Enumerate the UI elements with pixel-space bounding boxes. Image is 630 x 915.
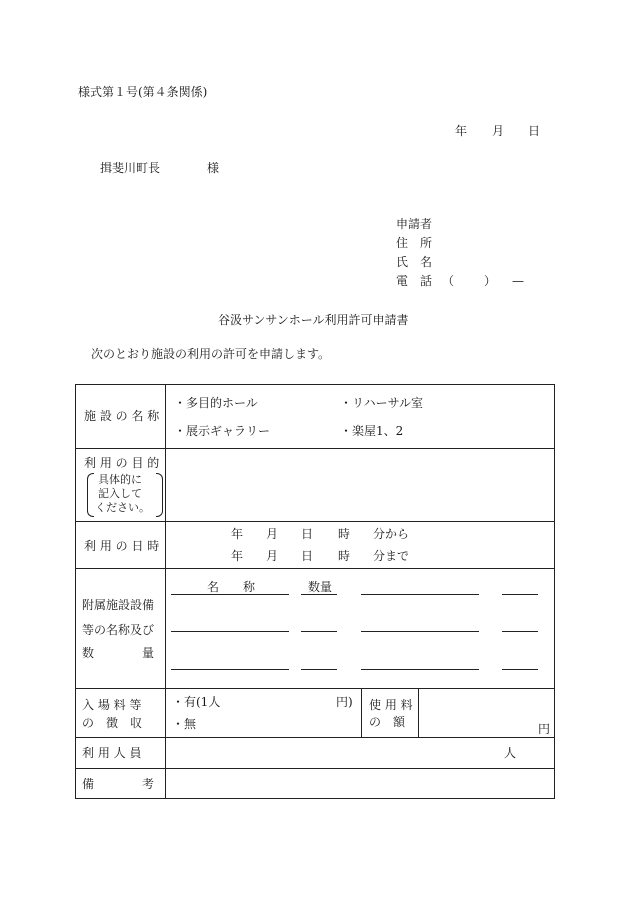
- applicant-label: 申請者: [396, 217, 433, 231]
- note-bracket-right: [156, 473, 163, 517]
- equipment-name-blank[interactable]: [171, 594, 289, 595]
- application-table: [75, 384, 555, 799]
- fee-cell-divider: [361, 688, 362, 737]
- date-day-label: 日: [528, 124, 541, 138]
- facility-option-gallery[interactable]: ・展示ギャラリー: [174, 424, 271, 438]
- equipment-qty-blank[interactable]: [502, 631, 538, 632]
- equipment-qty-blank[interactable]: [502, 594, 538, 595]
- row-divider: [76, 768, 554, 769]
- to-minute: 分まで: [373, 549, 410, 563]
- admission-yes-unit: 円): [336, 695, 353, 709]
- purpose-label: 利 用 の 目 的: [84, 456, 160, 470]
- equipment-qty-blank[interactable]: [301, 594, 337, 595]
- from-year: 年: [231, 527, 244, 541]
- addressee: 揖斐川町長: [100, 161, 161, 175]
- equipment-label-line2: 等の名称及び: [82, 623, 155, 637]
- to-hour: 時: [338, 549, 351, 563]
- remarks-label: 備 考: [82, 777, 155, 791]
- document-title: 谷汲サンサンホール利用許可申請書: [218, 313, 409, 327]
- row-divider: [76, 448, 554, 449]
- from-month: 月: [266, 527, 279, 541]
- row-divider: [76, 688, 554, 689]
- equipment-name-blank[interactable]: [361, 594, 479, 595]
- date-month-label: 月: [492, 124, 505, 138]
- row-divider: [76, 568, 554, 569]
- to-year: 年: [231, 549, 244, 563]
- equipment-col-qty: 数量: [308, 580, 333, 594]
- people-unit: 人: [504, 746, 517, 760]
- equipment-name-blank[interactable]: [171, 631, 289, 632]
- honorific: 様: [207, 161, 220, 175]
- to-month: 月: [266, 549, 279, 563]
- applicant-address-label: 住 所: [396, 236, 433, 250]
- row-divider: [76, 521, 554, 522]
- facility-label: 施 設 の 名 称: [84, 409, 160, 423]
- intro-text: 次のとおり施設の利用の許可を申請します。: [91, 347, 331, 361]
- equipment-name-blank[interactable]: [171, 669, 289, 670]
- fee-label-line1: 使 用 料: [369, 698, 413, 712]
- to-day: 日: [301, 549, 314, 563]
- phone-dash: —: [512, 274, 524, 288]
- equipment-qty-blank[interactable]: [301, 669, 337, 670]
- phone-paren-close: ）: [484, 274, 497, 288]
- applicant-name-label: 氏 名: [396, 255, 433, 269]
- purpose-note-line1: 具体的に: [98, 473, 142, 486]
- equipment-qty-blank[interactable]: [301, 631, 337, 632]
- form-number: 様式第１号(第４条関係): [78, 85, 208, 99]
- equipment-qty-blank[interactable]: [502, 669, 538, 670]
- people-label: 利 用 人 員: [82, 746, 142, 760]
- from-day: 日: [301, 527, 314, 541]
- admission-no-option[interactable]: ・無: [172, 717, 197, 731]
- phone-paren-open: （: [442, 274, 455, 288]
- admission-label-line2: の 徴 収: [82, 716, 143, 730]
- fee-unit: 円: [538, 722, 551, 736]
- from-minute: 分から: [373, 527, 410, 541]
- date-year-label: 年: [455, 124, 468, 138]
- admission-label-line1: 入 場 料 等: [82, 698, 142, 712]
- admission-yes-option[interactable]: ・有(1人: [172, 695, 221, 709]
- facility-option-dressing-room[interactable]: ・楽屋1、2: [340, 424, 404, 438]
- equipment-label-line3: 数 量: [82, 646, 155, 660]
- equipment-name-blank[interactable]: [361, 669, 479, 670]
- equipment-name-blank[interactable]: [361, 631, 479, 632]
- purpose-note-line2: 記入して: [98, 487, 142, 500]
- equipment-col-name: 名 称: [207, 580, 256, 594]
- fee-label-line2: の 額: [369, 715, 406, 729]
- equipment-label-line1: 附属施設設備: [82, 598, 155, 612]
- from-hour: 時: [338, 527, 351, 541]
- fee-cell-divider: [418, 688, 419, 737]
- row-divider: [76, 737, 554, 738]
- facility-option-rehearsal[interactable]: ・リハーサル室: [340, 396, 424, 410]
- note-bracket-left: [87, 473, 94, 517]
- facility-option-hall[interactable]: ・多目的ホール: [174, 396, 258, 410]
- applicant-phone-label: 電 話: [396, 274, 433, 288]
- label-column-divider: [165, 385, 166, 798]
- purpose-input-area[interactable]: [168, 451, 552, 519]
- purpose-note-line3: ください。: [95, 501, 150, 514]
- datetime-label: 利 用 の 日 時: [84, 539, 160, 553]
